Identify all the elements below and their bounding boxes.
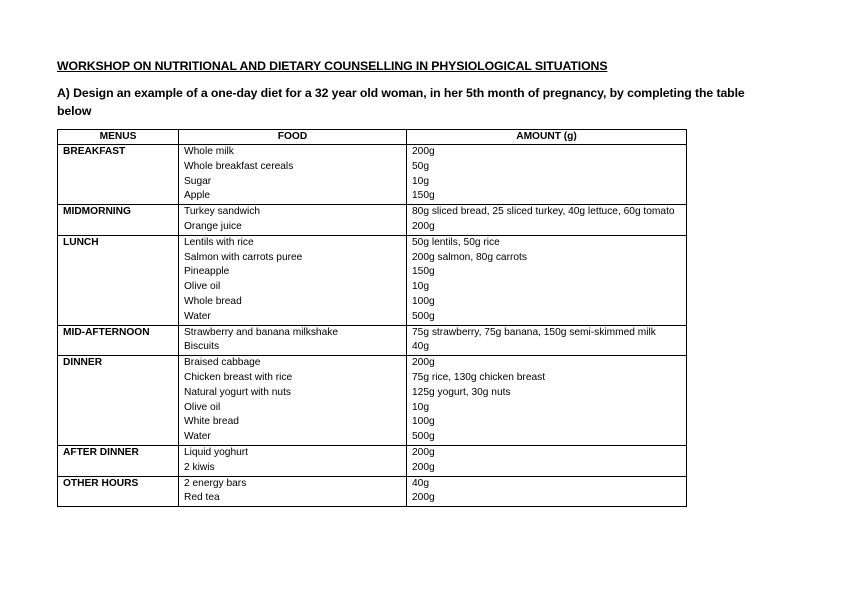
table-header-row bbox=[58, 130, 687, 145]
food-item: White bread bbox=[184, 416, 239, 428]
amount-item: 75g strawberry, 75g banana, 150g semi-skimmed milk bbox=[412, 326, 656, 338]
amount-cell bbox=[407, 356, 687, 446]
food-item: Turkey sandwich bbox=[184, 206, 261, 218]
document-title: WORKSHOP ON NUTRITIONAL AND DIETARY COUNSELLING IN PHYSIOLOGICAL SITUATIONS bbox=[57, 59, 608, 73]
amount-item: 150g bbox=[412, 266, 435, 278]
amount-item: 10g bbox=[412, 281, 429, 293]
diet-table bbox=[57, 129, 687, 507]
food-item: Olive oil bbox=[184, 401, 221, 413]
table-row bbox=[58, 235, 687, 325]
amount-item: 100g bbox=[412, 295, 435, 307]
amount-item: 200g bbox=[412, 146, 435, 157]
amount-item: 10g bbox=[412, 401, 429, 413]
menu-cell: DINNER bbox=[58, 356, 179, 446]
menu-cell: BREAKFAST bbox=[58, 145, 179, 205]
food-item: Natural yogurt with nuts bbox=[184, 386, 292, 398]
table-row bbox=[58, 445, 687, 476]
food-item: Sugar bbox=[184, 175, 212, 187]
menu-cell: LUNCH bbox=[58, 235, 179, 325]
food-cell bbox=[179, 145, 407, 205]
table-row bbox=[58, 205, 687, 236]
food-item: Liquid yoghurt bbox=[184, 446, 249, 458]
table-row bbox=[58, 145, 687, 205]
food-cell bbox=[179, 476, 407, 507]
table-row bbox=[58, 325, 687, 356]
amount-item: 50g bbox=[412, 160, 429, 172]
food-cell bbox=[179, 325, 407, 356]
food-item: Pineapple bbox=[184, 266, 230, 278]
food-item: Whole breakfast cereals bbox=[184, 160, 294, 172]
food-item: Olive oil bbox=[184, 281, 221, 293]
amount-item: 200g bbox=[412, 220, 435, 232]
food-cell bbox=[179, 205, 407, 236]
food-item: Water bbox=[184, 310, 211, 322]
amount-cell bbox=[407, 325, 687, 356]
menu-cell: MID-AFTERNOON bbox=[58, 325, 179, 356]
amount-item: 200g salmon, 80g carrots bbox=[412, 251, 527, 263]
amount-item: 200g bbox=[412, 461, 435, 473]
amount-item: 200g bbox=[412, 357, 435, 369]
food-cell bbox=[179, 356, 407, 446]
food-item: 2 kiwis bbox=[184, 461, 215, 473]
food-item: 2 energy bars bbox=[184, 477, 247, 489]
amount-item: 80g sliced bread, 25 sliced turkey, 40g lettuce, 60g tomato bbox=[412, 206, 675, 218]
food-item: Whole milk bbox=[184, 146, 234, 157]
header-food: FOOD bbox=[179, 130, 407, 145]
amount-item: 100g bbox=[412, 416, 435, 428]
food-cell bbox=[179, 445, 407, 476]
food-cell bbox=[179, 235, 407, 325]
question-prompt: A) Design an example of a one-day diet for a 32 year old woman, in her 5th month of pregnancy, by completing the table below bbox=[57, 86, 745, 118]
amount-item: 75g rice, 130g chicken breast bbox=[412, 371, 546, 383]
food-item: Apple bbox=[184, 190, 211, 202]
menu-cell: MIDMORNING bbox=[58, 205, 179, 236]
table-row bbox=[58, 356, 687, 446]
header-menus: MENUS bbox=[58, 130, 179, 145]
amount-item: 200g bbox=[412, 492, 435, 504]
amount-item: 40g bbox=[412, 477, 429, 489]
amount-item: 150g bbox=[412, 190, 435, 202]
amount-item: 200g bbox=[412, 446, 435, 458]
header-amount: AMOUNT (g) bbox=[407, 130, 687, 145]
food-item: Red tea bbox=[184, 492, 220, 504]
amount-cell bbox=[407, 205, 687, 236]
amount-item: 500g bbox=[412, 431, 435, 443]
food-item: Biscuits bbox=[184, 341, 220, 353]
menu-cell: AFTER DINNER bbox=[58, 445, 179, 476]
food-item: Braised cabbage bbox=[184, 357, 261, 369]
amount-cell bbox=[407, 476, 687, 507]
food-item: Orange juice bbox=[184, 220, 242, 232]
food-item: Whole bread bbox=[184, 295, 242, 307]
table-row bbox=[58, 476, 687, 507]
food-item: Salmon with carrots puree bbox=[184, 251, 303, 263]
food-item: Strawberry and banana milkshake bbox=[184, 326, 339, 338]
food-item: Water bbox=[184, 431, 211, 443]
menu-cell: OTHER HOURS bbox=[58, 476, 179, 507]
amount-item: 50g lentils, 50g rice bbox=[412, 236, 500, 248]
amount-cell bbox=[407, 235, 687, 325]
amount-item: 40g bbox=[412, 341, 429, 353]
amount-item: 500g bbox=[412, 310, 435, 322]
food-item: Lentils with rice bbox=[184, 236, 254, 248]
amount-item: 10g bbox=[412, 175, 429, 187]
amount-cell bbox=[407, 145, 687, 205]
food-item: Chicken breast with rice bbox=[184, 371, 293, 383]
amount-item: 125g yogurt, 30g nuts bbox=[412, 386, 511, 398]
amount-cell bbox=[407, 445, 687, 476]
